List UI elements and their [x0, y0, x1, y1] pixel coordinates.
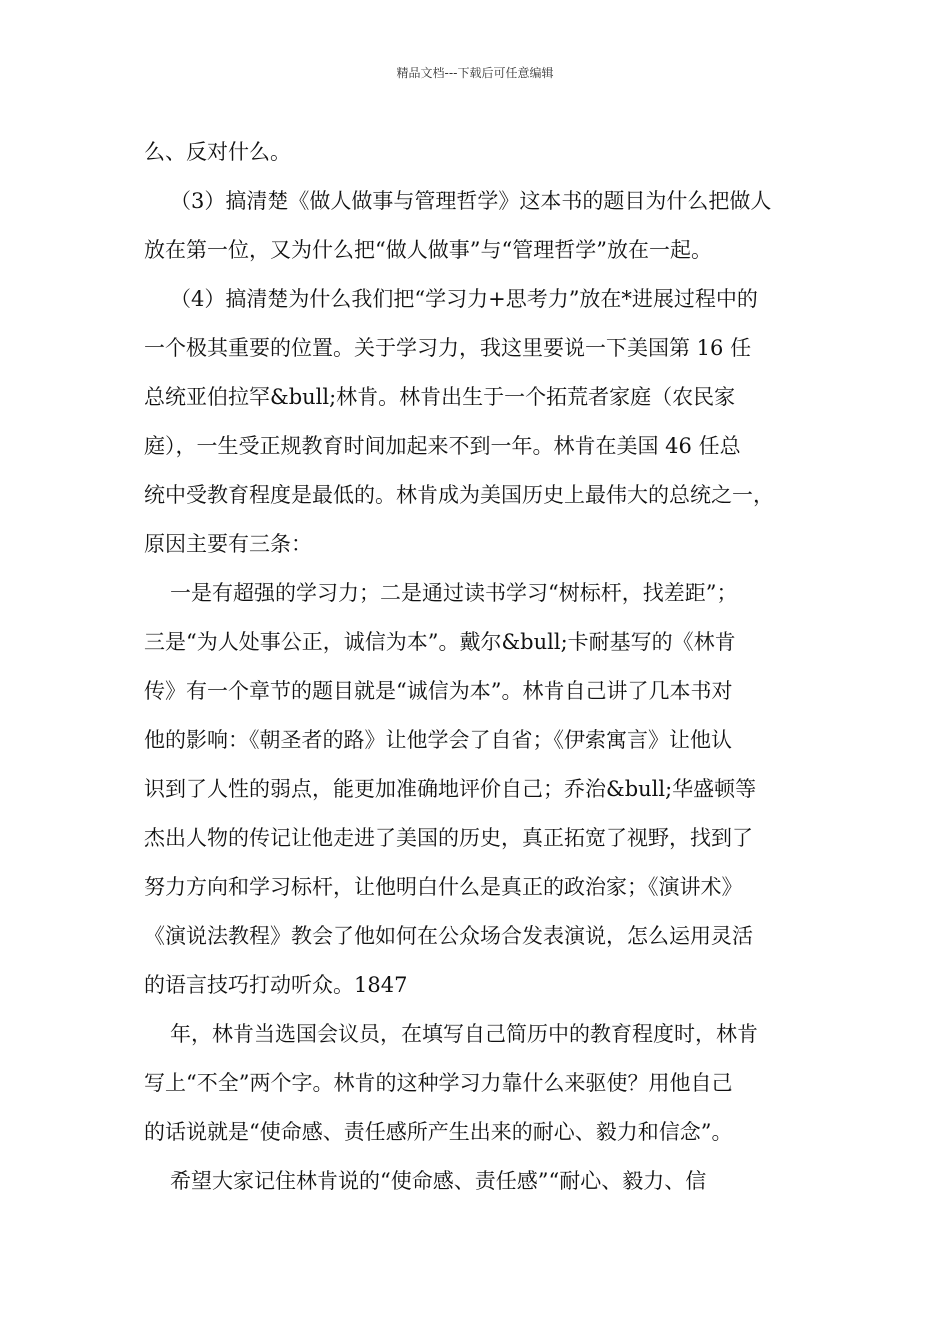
text-line: （4）搞清楚为什么我们把“学习力+思考力”放在*进展过程中的	[170, 287, 758, 311]
text-line: 统中受教育程度是最低的。林肯成为美国历史上最伟大的总统之一，	[144, 483, 774, 507]
text-line: 杰出人物的传记让他走进了美国的历史，真正拓宽了视野，找到了	[144, 826, 753, 850]
text-line: 一是有超强的学习力；二是通过读书学习“树标杆，找差距”；	[170, 581, 738, 605]
page-header: 精品文档---下载后可任意编辑	[396, 66, 554, 80]
text-line: 庭），一生受正规教育时间加起来不到一年。林肯在美国 46 任总	[144, 434, 741, 458]
text-line: 识到了人性的弱点，能更加准确地评价自己；乔治&bull;华盛顿等	[144, 777, 757, 801]
text-line: 一个极其重要的位置。关于学习力，我这里要说一下美国第 16 任	[144, 336, 752, 360]
text-line: 年，林肯当选国会议员，在填写自己简历中的教育程度时，林肯	[170, 1022, 758, 1046]
text-line: 总统亚伯拉罕&bull;林肯。林肯出生于一个拓荒者家庭（农民家	[144, 385, 736, 409]
text-line: 希望大家记住林肯说的“使命感、责任感”“耐心、毅力、信	[170, 1169, 707, 1193]
text-line: 的话说就是“使命感、责任感所产生出来的耐心、毅力和信念”。	[144, 1120, 733, 1144]
text-line: 写上“不全”两个字。林肯的这种学习力靠什么来驱使？用他自己	[144, 1071, 733, 1095]
text-line: （3）搞清楚《做人做事与管理哲学》这本书的题目为什么把做人	[170, 189, 772, 213]
text-line: 放在第一位，又为什么把“做人做事”与“管理哲学”放在一起。	[144, 238, 712, 262]
text-line: 《演说法教程》教会了他如何在公众场合发表演说，怎么运用灵活	[144, 924, 753, 948]
text-line: 努力方向和学习标杆，让他明白什么是真正的政治家；《演讲术》	[144, 875, 743, 899]
text-line: 他的影响：《朝圣者的路》让他学会了自省；《伊索寓言》让他认	[144, 728, 732, 752]
document-body	[144, 128, 814, 1206]
text-line: 的语言技巧打动听众。1847	[144, 973, 408, 997]
text-line: 原因主要有三条：	[144, 532, 312, 556]
text-line: 三是“为人处事公正，诚信为本”。戴尔&bull;卡耐基写的《林肯	[144, 630, 736, 654]
text-line: 么、反对什么。	[144, 140, 291, 164]
text-line: 传》有一个章节的题目就是“诚信为本”。林肯自己讲了几本书对	[144, 679, 733, 703]
